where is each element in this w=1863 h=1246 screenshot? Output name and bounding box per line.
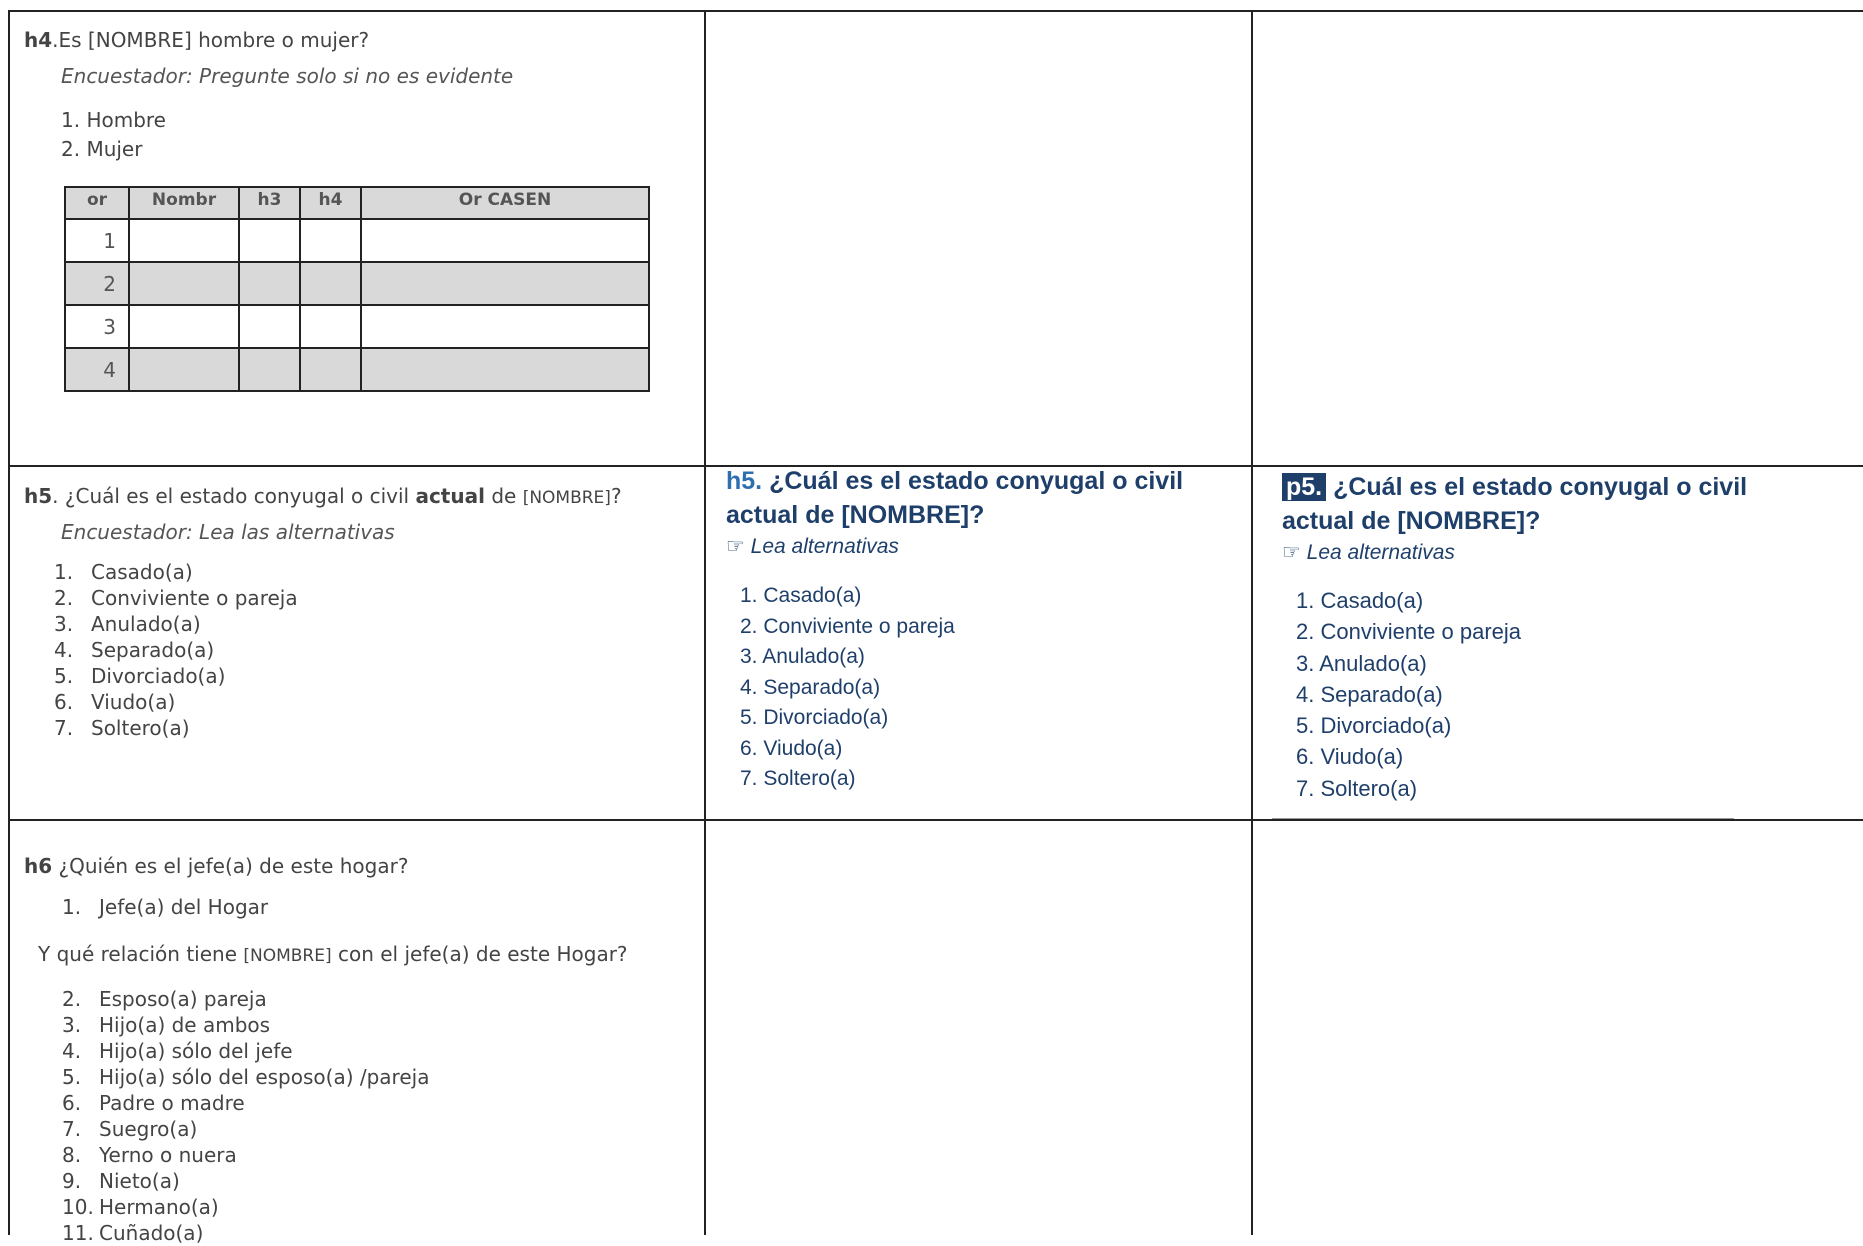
h6-cell	[24, 854, 694, 1246]
list-item	[62, 1090, 694, 1116]
h5-alt-label: h5.	[726, 467, 763, 495]
option-label: Hijo(a) sólo del esposo(a) /pareja	[99, 1065, 430, 1089]
h6-followup-text: Y qué relación tiene	[38, 942, 244, 966]
option-label: Jefe(a) del Hogar	[99, 895, 269, 919]
h4-code: h4	[24, 28, 53, 52]
option-number: 2.	[54, 586, 74, 610]
table-cell[interactable]	[129, 305, 239, 348]
list-item	[54, 611, 694, 637]
table-row-number: 2	[65, 262, 129, 305]
h5-alt-cell	[726, 464, 1241, 795]
h5-alt-hint-text: Lea alternativas	[750, 535, 899, 558]
list-item	[62, 1116, 694, 1142]
h5-question-text: . ¿Cuál es el estado conyugal o civil	[52, 484, 416, 508]
h5-name-placeholder: [NOMBRE]	[522, 488, 611, 508]
h5-cell	[24, 484, 694, 741]
option-number: 3.	[54, 612, 74, 636]
list-item	[62, 1038, 694, 1064]
table-cell[interactable]	[129, 219, 239, 262]
option-label: Hijo(a) de ambos	[99, 1013, 271, 1037]
option-label: Cuñado(a)	[99, 1221, 204, 1245]
list-item	[62, 1064, 694, 1090]
option-label: Hijo(a) sólo del jefe	[99, 1039, 293, 1063]
table-row	[65, 348, 649, 391]
h6-name-placeholder: [NOMBRE]	[243, 946, 332, 966]
option-number: 8.	[62, 1143, 82, 1167]
option-number: 6.	[62, 1091, 82, 1115]
option-number: 11.	[62, 1221, 94, 1245]
option-number: 2.	[62, 987, 82, 1011]
p5-hint	[1282, 540, 1852, 565]
grid-line-top	[8, 10, 1863, 12]
table-cell[interactable]	[300, 305, 361, 348]
table-cell[interactable]	[300, 348, 361, 391]
list-item	[54, 689, 694, 715]
h5-code: h5	[24, 484, 53, 508]
h6-question-text: ¿Quién es el jefe(a) de este hogar?	[52, 854, 409, 878]
table-cell[interactable]	[129, 348, 239, 391]
list-item	[62, 1168, 694, 1194]
option-number: 1.	[54, 560, 74, 584]
option-label: Suegro(a)	[99, 1117, 198, 1141]
table-row-number: 1	[65, 219, 129, 262]
list-item: 1. Casado(a)	[740, 584, 862, 607]
h5-alt-title-line2: actual de [NOMBRE]?	[726, 501, 985, 529]
table-row	[65, 305, 649, 348]
h5-alt-options	[740, 581, 1241, 795]
h4-question-text: .Es [NOMBRE] hombre o mujer?	[52, 28, 370, 52]
h5-question-text-2: de	[484, 484, 523, 508]
table-cell[interactable]	[239, 305, 300, 348]
h5-question-bold: actual	[415, 484, 485, 508]
option-label: Hermano(a)	[99, 1195, 219, 1219]
option-label: Nieto(a)	[99, 1169, 180, 1193]
table-header-h3: h3	[239, 187, 300, 219]
table-cell[interactable]	[361, 305, 649, 348]
list-item	[54, 663, 694, 689]
option-label: Yerno o nuera	[99, 1143, 237, 1167]
h4-options	[61, 106, 166, 164]
list-item: 5. Divorciado(a)	[740, 706, 889, 729]
option-number: 6.	[54, 690, 74, 714]
list-item	[62, 1142, 694, 1168]
list-item	[54, 715, 694, 741]
h6-followup-text-2: con el jefe(a) de este Hogar?	[331, 942, 628, 966]
table-cell[interactable]	[361, 348, 649, 391]
option-number: 4.	[54, 638, 74, 662]
table-row-number: 3	[65, 305, 129, 348]
list-item	[62, 1012, 694, 1038]
h4-question	[24, 28, 369, 52]
list-item	[62, 986, 694, 1012]
list-item	[54, 559, 694, 585]
h6-question	[24, 854, 694, 878]
list-item: 4. Separado(a)	[740, 675, 881, 699]
list-item: 6. Viudo(a)	[740, 736, 843, 760]
option-number: 7.	[54, 716, 74, 740]
list-item: 3. Anulado(a)	[740, 645, 865, 668]
p5-title-line1: ¿Cuál es el estado conyugal o civil	[1333, 473, 1748, 501]
table-cell[interactable]	[300, 262, 361, 305]
p5-options	[1296, 585, 1852, 804]
pointing-hand-icon: ☞	[726, 535, 745, 558]
list-item: 7. Soltero(a)	[740, 767, 856, 790]
table-header-h4: h4	[300, 187, 361, 219]
table-header-nombre: Nombr	[129, 187, 239, 219]
h6-options	[62, 986, 694, 1246]
list-item	[54, 637, 694, 663]
h4-option-hombre: 1. Hombre	[61, 108, 166, 132]
option-number: 9.	[62, 1169, 82, 1193]
list-item: 6. Viudo(a)	[1296, 744, 1404, 770]
list-item: 3. Anulado(a)	[1296, 650, 1427, 676]
table-cell[interactable]	[361, 219, 649, 262]
list-item	[62, 894, 694, 920]
list-item	[62, 1220, 694, 1246]
h5-alt-title-line1: ¿Cuál es el estado conyugal o civil	[769, 467, 1184, 495]
table-cell[interactable]	[129, 262, 239, 305]
table-row	[65, 219, 649, 262]
p5-label: p5.	[1282, 473, 1326, 501]
h6-head-option	[62, 894, 694, 920]
table-header-row	[65, 187, 649, 219]
h5-options	[54, 559, 694, 741]
list-item: 2. Conviviente o pareja	[740, 614, 955, 638]
option-label: Soltero(a)	[91, 716, 190, 740]
option-number: 3.	[62, 1013, 82, 1037]
table-cell[interactable]	[239, 348, 300, 391]
table-cell[interactable]	[239, 262, 300, 305]
h5-question	[24, 484, 694, 510]
table-cell[interactable]	[361, 262, 649, 305]
h6-code: h6	[24, 854, 53, 878]
h5-note: Encuestador: Lea las alternativas	[61, 520, 395, 544]
option-number: 5.	[54, 664, 74, 688]
grid-line-col1	[704, 10, 706, 1235]
table-cell[interactable]	[300, 219, 361, 262]
option-label: Padre o madre	[99, 1091, 245, 1115]
table-row-number: 4	[65, 348, 129, 391]
list-item: 5. Divorciado(a)	[1296, 713, 1452, 739]
list-item	[54, 585, 694, 611]
pointing-hand-icon: ☞	[1282, 541, 1301, 564]
h4-option-mujer: 2. Mujer	[61, 137, 143, 161]
option-number: 10.	[62, 1195, 94, 1219]
option-label: Viudo(a)	[91, 690, 176, 714]
option-label: Divorciado(a)	[91, 664, 226, 688]
option-label: Casado(a)	[91, 560, 193, 584]
h5-question-end: ?	[610, 484, 622, 508]
p5-underline	[1272, 818, 1734, 819]
h4-note: Encuestador: Pregunte solo si no es evidente	[61, 64, 514, 88]
p5-title	[1282, 470, 1852, 538]
list-item	[62, 1194, 694, 1220]
list-item: 1. Casado(a)	[1296, 588, 1424, 613]
grid-line-col2	[1251, 10, 1253, 1235]
option-number: 1.	[62, 895, 82, 919]
p5-hint-text: Lea alternativas	[1306, 541, 1455, 564]
option-label: Anulado(a)	[91, 612, 201, 636]
option-label: Conviviente o pareja	[91, 586, 298, 610]
option-number: 4.	[62, 1039, 82, 1063]
grid-line-left	[8, 10, 10, 1235]
table-row	[65, 262, 649, 305]
p5-cell	[1282, 470, 1852, 804]
h4-roster-table	[64, 186, 650, 392]
option-label: Esposo(a) pareja	[99, 987, 267, 1011]
grid-line-row2	[8, 819, 1863, 821]
list-item: 2. Conviviente o pareja	[1296, 619, 1522, 645]
table-cell[interactable]	[239, 219, 300, 262]
table-header-or: or	[65, 187, 129, 219]
p5-title-line2: actual de [NOMBRE]?	[1282, 507, 1541, 535]
option-number: 5.	[62, 1065, 82, 1089]
h6-followup	[38, 942, 694, 968]
option-number: 7.	[62, 1117, 82, 1141]
list-item: 4. Separado(a)	[1296, 681, 1443, 707]
h5-alt-hint	[726, 534, 1241, 559]
table-header-casen: Or CASEN	[361, 187, 649, 219]
h5-alt-title	[726, 464, 1241, 532]
option-label: Separado(a)	[91, 638, 215, 662]
list-item: 7. Soltero(a)	[1296, 775, 1418, 801]
